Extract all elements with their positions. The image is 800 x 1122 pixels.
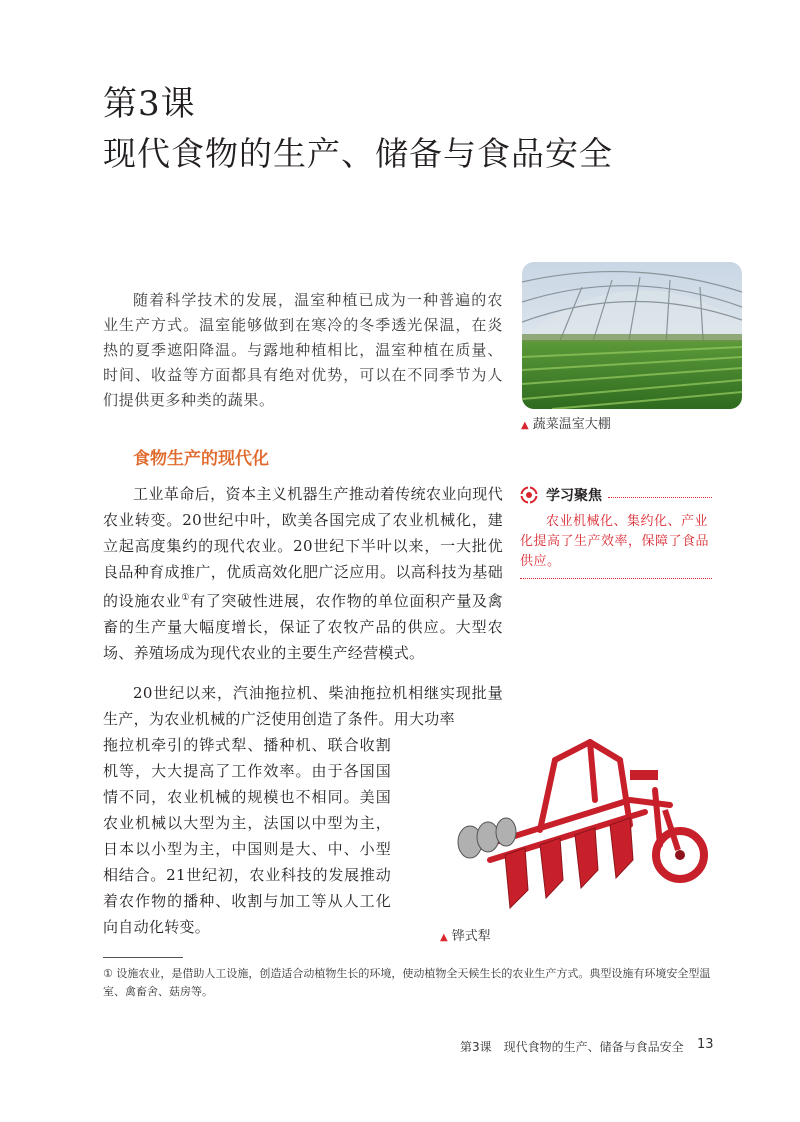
dotted-divider <box>608 497 712 498</box>
body-paragraph-2 <box>103 680 503 732</box>
greenhouse-photo <box>522 262 742 409</box>
greenhouse-caption <box>521 417 611 434</box>
body-paragraph-2-continued <box>103 732 391 940</box>
page-number: 13 <box>697 1037 714 1052</box>
plough-illustration <box>430 730 710 920</box>
learning-focus-header <box>520 484 712 506</box>
paragraph-2-part-b: 拖拉机牵引的铧式犁、播种机、联合收割机等，大大提高了工作效率。由于各国国情不同，农业机械的规模也不相同。美国农业机械以大型为主，法国以中型为主，日本以小型为主，中国则是大、中、小型相结合。21世纪初，农业科技的发展推动着农作物的播种、收割与加工等从人工化向自动化转变。 <box>103 736 391 936</box>
triangle-up-icon: ▲ <box>521 420 529 431</box>
greenhouse-illustration <box>522 262 742 409</box>
plough-photo <box>430 730 710 920</box>
learning-focus-box <box>520 484 712 579</box>
dotted-divider-bottom <box>520 578 712 579</box>
section-heading: 食物生产的现代化 <box>133 449 269 469</box>
footnote-rule <box>103 957 183 958</box>
footnote: ① 设施农业，是借助人工设施，创造适合动植物生长的环境，使动植物全天候生长的农业生产方式。典型设施有环境安全型温室、禽畜舍、菇房等。 <box>103 967 711 998</box>
footnote-ref: ① <box>181 593 191 603</box>
lesson-number: 第3课 <box>103 84 196 124</box>
body-paragraph-1 <box>103 481 503 666</box>
intro-paragraph <box>103 288 503 413</box>
paragraph-1 <box>103 481 503 666</box>
plough-caption <box>440 929 491 946</box>
target-icon <box>520 486 538 504</box>
learning-focus-label: 学习聚焦 <box>546 488 602 504</box>
greenhouse-caption-text: 蔬菜温室大棚 <box>532 417 611 432</box>
intro-text: 随着科学技术的发展，温室种植已成为一种普遍的农业生产方式。温室能够做到在寒冷的冬季透光保温，在炎热的夏季遮阳降温。与露地种植相比，温室种植在质量、时间、收益等方面都具有绝对优势，可以在不同季节为人们提供更多种类的蔬果。 <box>103 291 503 409</box>
learning-focus-text: 农业机械化、集约化、产业化提高了生产效率，保障了食品供应。 <box>520 514 710 569</box>
paragraph-1-part-b: 有了突破性进展，农作物的单位面积产量及禽畜的生产量大幅度增长，保证了农牧产品的供应。大型农场、养殖场成为现代农业的主要生产经营模式。 <box>103 592 503 662</box>
paragraph-1-part-a: 工业革命后，资本主义机器生产推动着传统农业向现代农业转变。20世纪中叶，欧美各国完成了农业机械化，建立起高度集约的现代农业。20世纪下半叶以来，一大批优良品种育成推广，优质高效化肥广泛应用。以高科技为基础的设施农业 <box>103 485 503 610</box>
plough-caption-text: 铧式犁 <box>451 929 491 944</box>
lesson-title: 现代食物的生产、储备与食品安全 <box>103 134 613 173</box>
paragraph-2-part-a: 20世纪以来，汽油拖拉机、柴油拖拉机相继实现批量生产，为农业机械的广泛使用创造了条件。用大功率 <box>103 684 503 728</box>
triangle-up-icon: ▲ <box>440 932 448 943</box>
running-header: 第3课 现代食物的生产、储备与食品安全 <box>460 1040 684 1054</box>
